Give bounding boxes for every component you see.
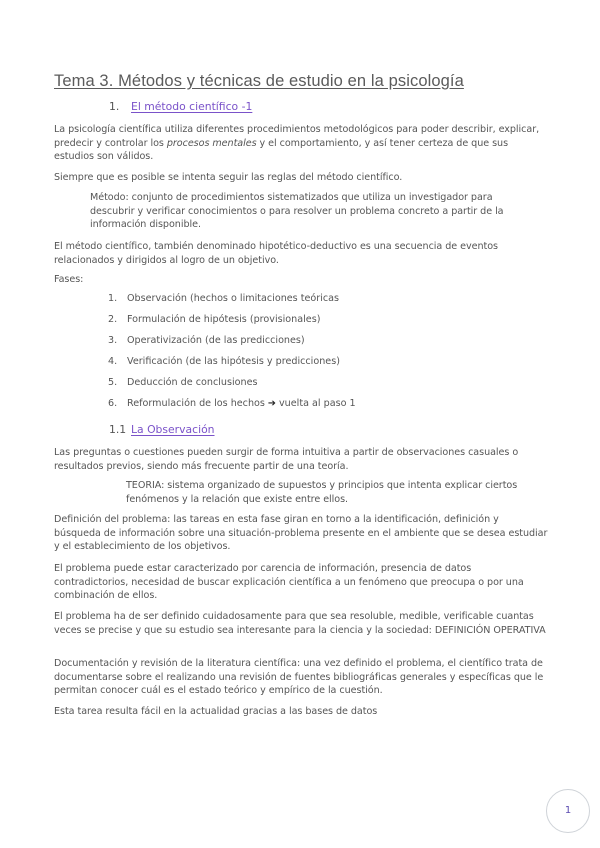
- list-item: [108, 334, 356, 355]
- list-item: [108, 397, 356, 418]
- list-text: Verificación (de las hipótesis y predicciones): [127, 356, 340, 367]
- paragraph-problem-definition: Definición del problema: las tareas en esta fase giran en torno a la identificación, definición y búsqueda de información sobre una situación-problema presente en el ambiente que se desea estudiar y el establecimiento de los objetivos.: [54, 514, 548, 552]
- list-item: [108, 376, 356, 397]
- section-heading-1-1: [109, 423, 215, 436]
- paragraph-intro: [54, 123, 548, 164]
- list-item: [108, 292, 356, 313]
- paragraph-text: La psicología científica utiliza diferentes procedimientos metodológicos para poder describir, explicar, predecir y controlar los: [54, 124, 540, 149]
- definition-method: Método: conjunto de procedimientos sistematizados que utiliza un investigador para descubrir y verificar conocimientos o para resolver un problema concreto a partir de la información disponible.: [90, 192, 504, 230]
- phases-list: [108, 292, 356, 418]
- phases-label: Fases:: [54, 274, 84, 285]
- paragraph-documentation: Documentación y revisión de la literatura científica: una vez definido el problema, el científico trata de documentarse sobre el realizando una revisión de fuentes bibliográficas generales y específicas que le permitan conocer cuál es el estado teórico y empírico de la cuestión.: [54, 658, 544, 696]
- italic-term: procesos mentales: [166, 137, 257, 149]
- section-link[interactable]: El método científico -1: [131, 100, 253, 113]
- page-title: Tema 3. Métodos y técnicas de estudio en la psicología: [54, 72, 464, 90]
- list-text: Observación (hechos o limitaciones teóricas: [127, 293, 340, 304]
- section-heading-1: [109, 100, 252, 113]
- paragraph-rules: Siempre que es posible se intenta seguir las reglas del método científico.: [54, 172, 403, 183]
- section-number: 1.1: [109, 423, 127, 436]
- list-item: [108, 355, 356, 376]
- list-text: vuelta al paso 1: [275, 398, 356, 409]
- list-text: Formulación de hipótesis (provisionales): [127, 314, 321, 325]
- list-number: 3.: [108, 335, 118, 346]
- page-number: 1: [546, 789, 590, 833]
- list-text: Deducción de conclusiones: [127, 377, 258, 388]
- list-text: Reformulación de los hechos: [127, 398, 265, 409]
- list-number: 2.: [108, 314, 118, 325]
- paragraph-operative-definition: El problema ha de ser definido cuidadosamente para que sea resoluble, medible, verificable cuantas veces se precise y que su estudio sea interesante para la ciencia y la sociedad: DEFINICIÓN OPERATIVA: [54, 611, 546, 636]
- paragraph-questions: Las preguntas o cuestiones pueden surgir de forma intuitiva a partir de observaciones casuales o resultados previos, siendo más frecuente partir de una teoría.: [54, 447, 519, 472]
- section-link[interactable]: La Observación: [131, 423, 215, 436]
- paragraph-text: y el comportamiento, y así tener certeza de que sus estudios son válidos.: [54, 137, 509, 162]
- list-item: [108, 313, 356, 334]
- list-number: 5.: [108, 377, 118, 388]
- list-text: Operativización (de las predicciones): [127, 335, 305, 346]
- section-number: 1.: [109, 100, 120, 113]
- list-number: 4.: [108, 356, 118, 367]
- list-number: 1.: [108, 293, 118, 304]
- paragraph-problem-nature: El problema puede estar caracterizado por carencia de información, presencia de datos contradictorios, necesidad de buscar explicación científica a un fenómeno que preocupa o por una combinación de ellos.: [54, 563, 524, 601]
- list-number: 6.: [108, 398, 118, 409]
- paragraph-databases: Esta tarea resulta fácil en la actualidad gracias a las bases de datos: [54, 706, 378, 717]
- arrow-right-icon: ➔: [267, 398, 276, 409]
- paragraph-scientific-method: El método científico, también denominado hipotético-deductivo es una secuencia de eventos relacionados y dirigidos al logro de un objetivo.: [54, 241, 498, 266]
- definition-theory: TEORIA: sistema organizado de supuestos y principios que intenta explicar ciertos fenómenos y la relación que existe entre ellos.: [126, 480, 518, 505]
